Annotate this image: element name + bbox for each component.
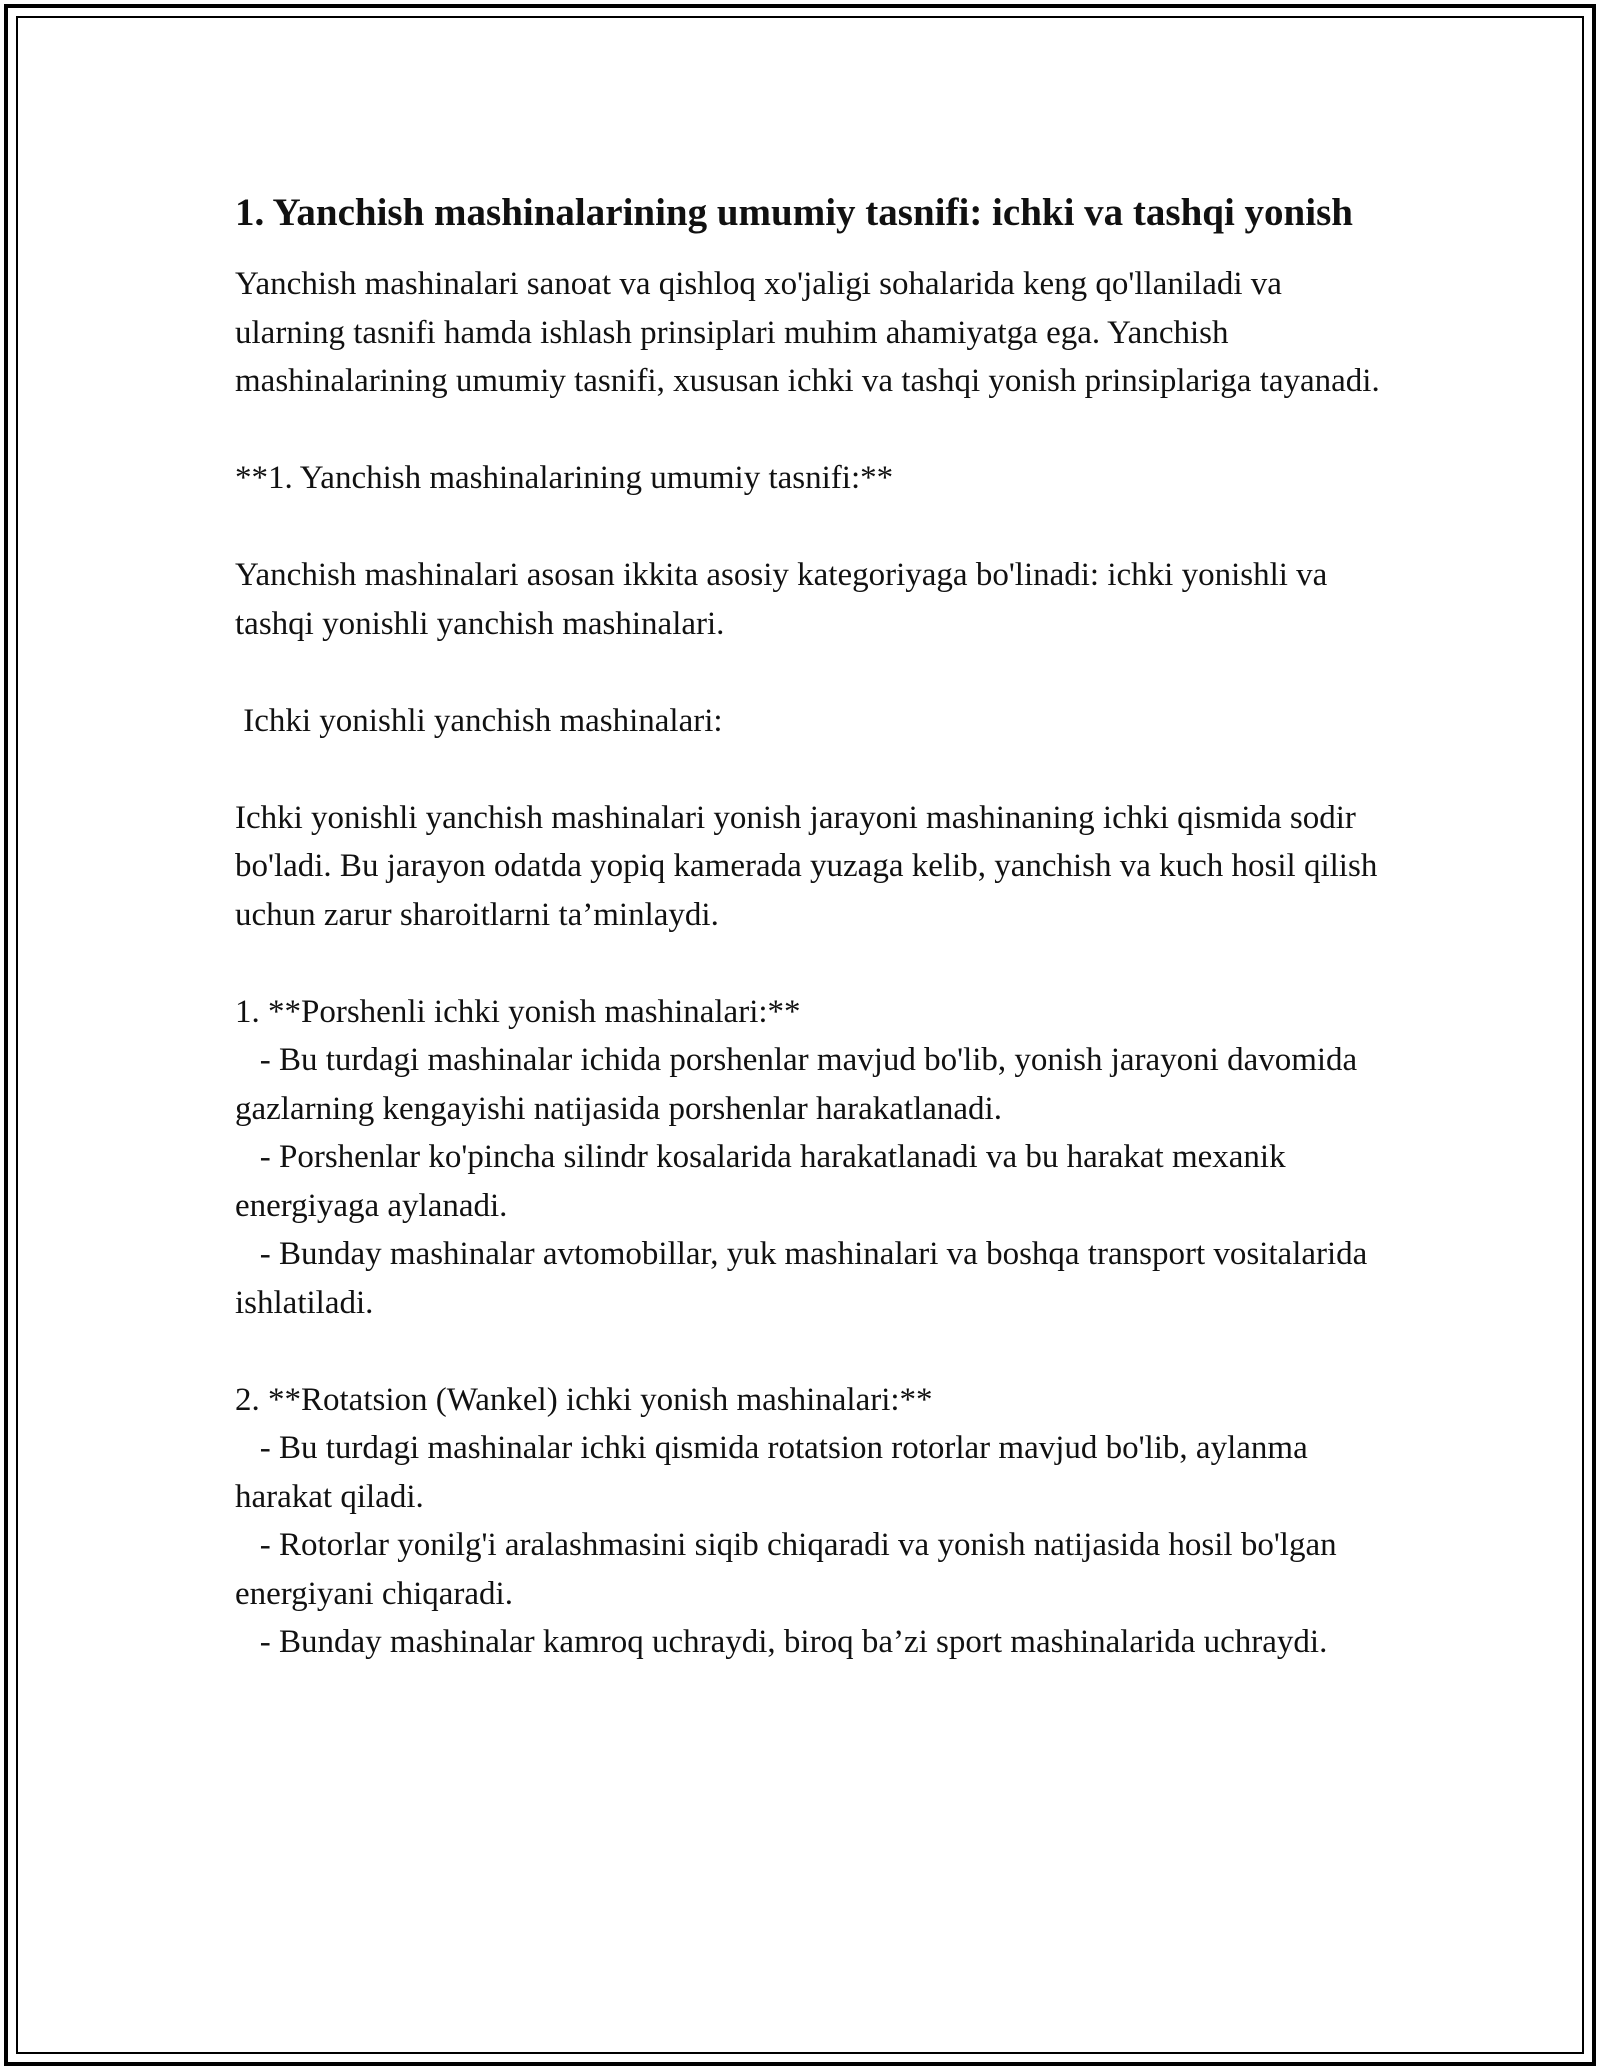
classification-paragraph: Yanchish mashinalari asosan ikkita asosiy kategoriyaga bo'linadi: ichki yonishli va tashqi yonishli yanchish mashinalari. bbox=[235, 557, 1336, 642]
internal-combustion-paragraph: Ichki yonishli yanchish mashinalari yonish jarayoni mashinaning ichki qismida sodir bo'ladi. Bu jarayon odatda yopiq kamerada yuzaga kelib, yanchish va kuch hosil qilish uchun zarur sharoitlarni ta’minlaydi. bbox=[235, 799, 1386, 933]
document-page bbox=[235, 186, 1395, 1667]
subsection-heading: Ichki yonishli yanchish mashinalari: bbox=[235, 702, 723, 739]
piston-engines-list: 1. **Porshenli ichki yonish mashinalari:** - Bu turdagi mashinalar ichida porshenlar mavjud bo'lib, yonish jarayoni davomida gazlarning kengayishi natijasida porshenlar harakatlanadi. - Porshenlar ko'pincha silindr kosalarida harakatlanadi va bu harakat mexanik energiyaga aylanadi. - Bunday mashinalar avtomobillar, yuk mashinalari va boshqa transport vositalarida ishlatiladi. bbox=[235, 993, 1368, 1321]
document-title: 1. Yanchish mashinalarining umumiy tasnifi: ichki va tashqi yonish bbox=[235, 191, 1353, 234]
section-heading: **1. Yanchish mashinalarining umumiy tasnifi:** bbox=[235, 460, 894, 496]
rotary-engines-list: 2. **Rotatsion (Wankel) ichki yonish mashinalari:** - Bu turdagi mashinalar ichki qismida rotatsion rotorlar mavjud bo'lib, aylanma harakat qiladi. - Rotorlar yonilg'i aralashmasini siqib chiqaradi va yonish natijasida hosil bo'lgan energiyani chiqaradi. - Bunday mashinalar kamroq uchraydi, biroq ba’zi sport mashinalarida uchraydi. bbox=[235, 1381, 1337, 1660]
intro-paragraph: Yanchish mashinalari sanoat va qishloq xo'jaligi sohalarida keng qo'llaniladi va ularning tasnifi hamda ishlash prinsiplari muhim ahamiyatga ega. Yanchish mashinalarining umumiy tasnifi, xususan ichki va tashqi yonish prinsiplariga tayanadi. bbox=[235, 266, 1380, 399]
